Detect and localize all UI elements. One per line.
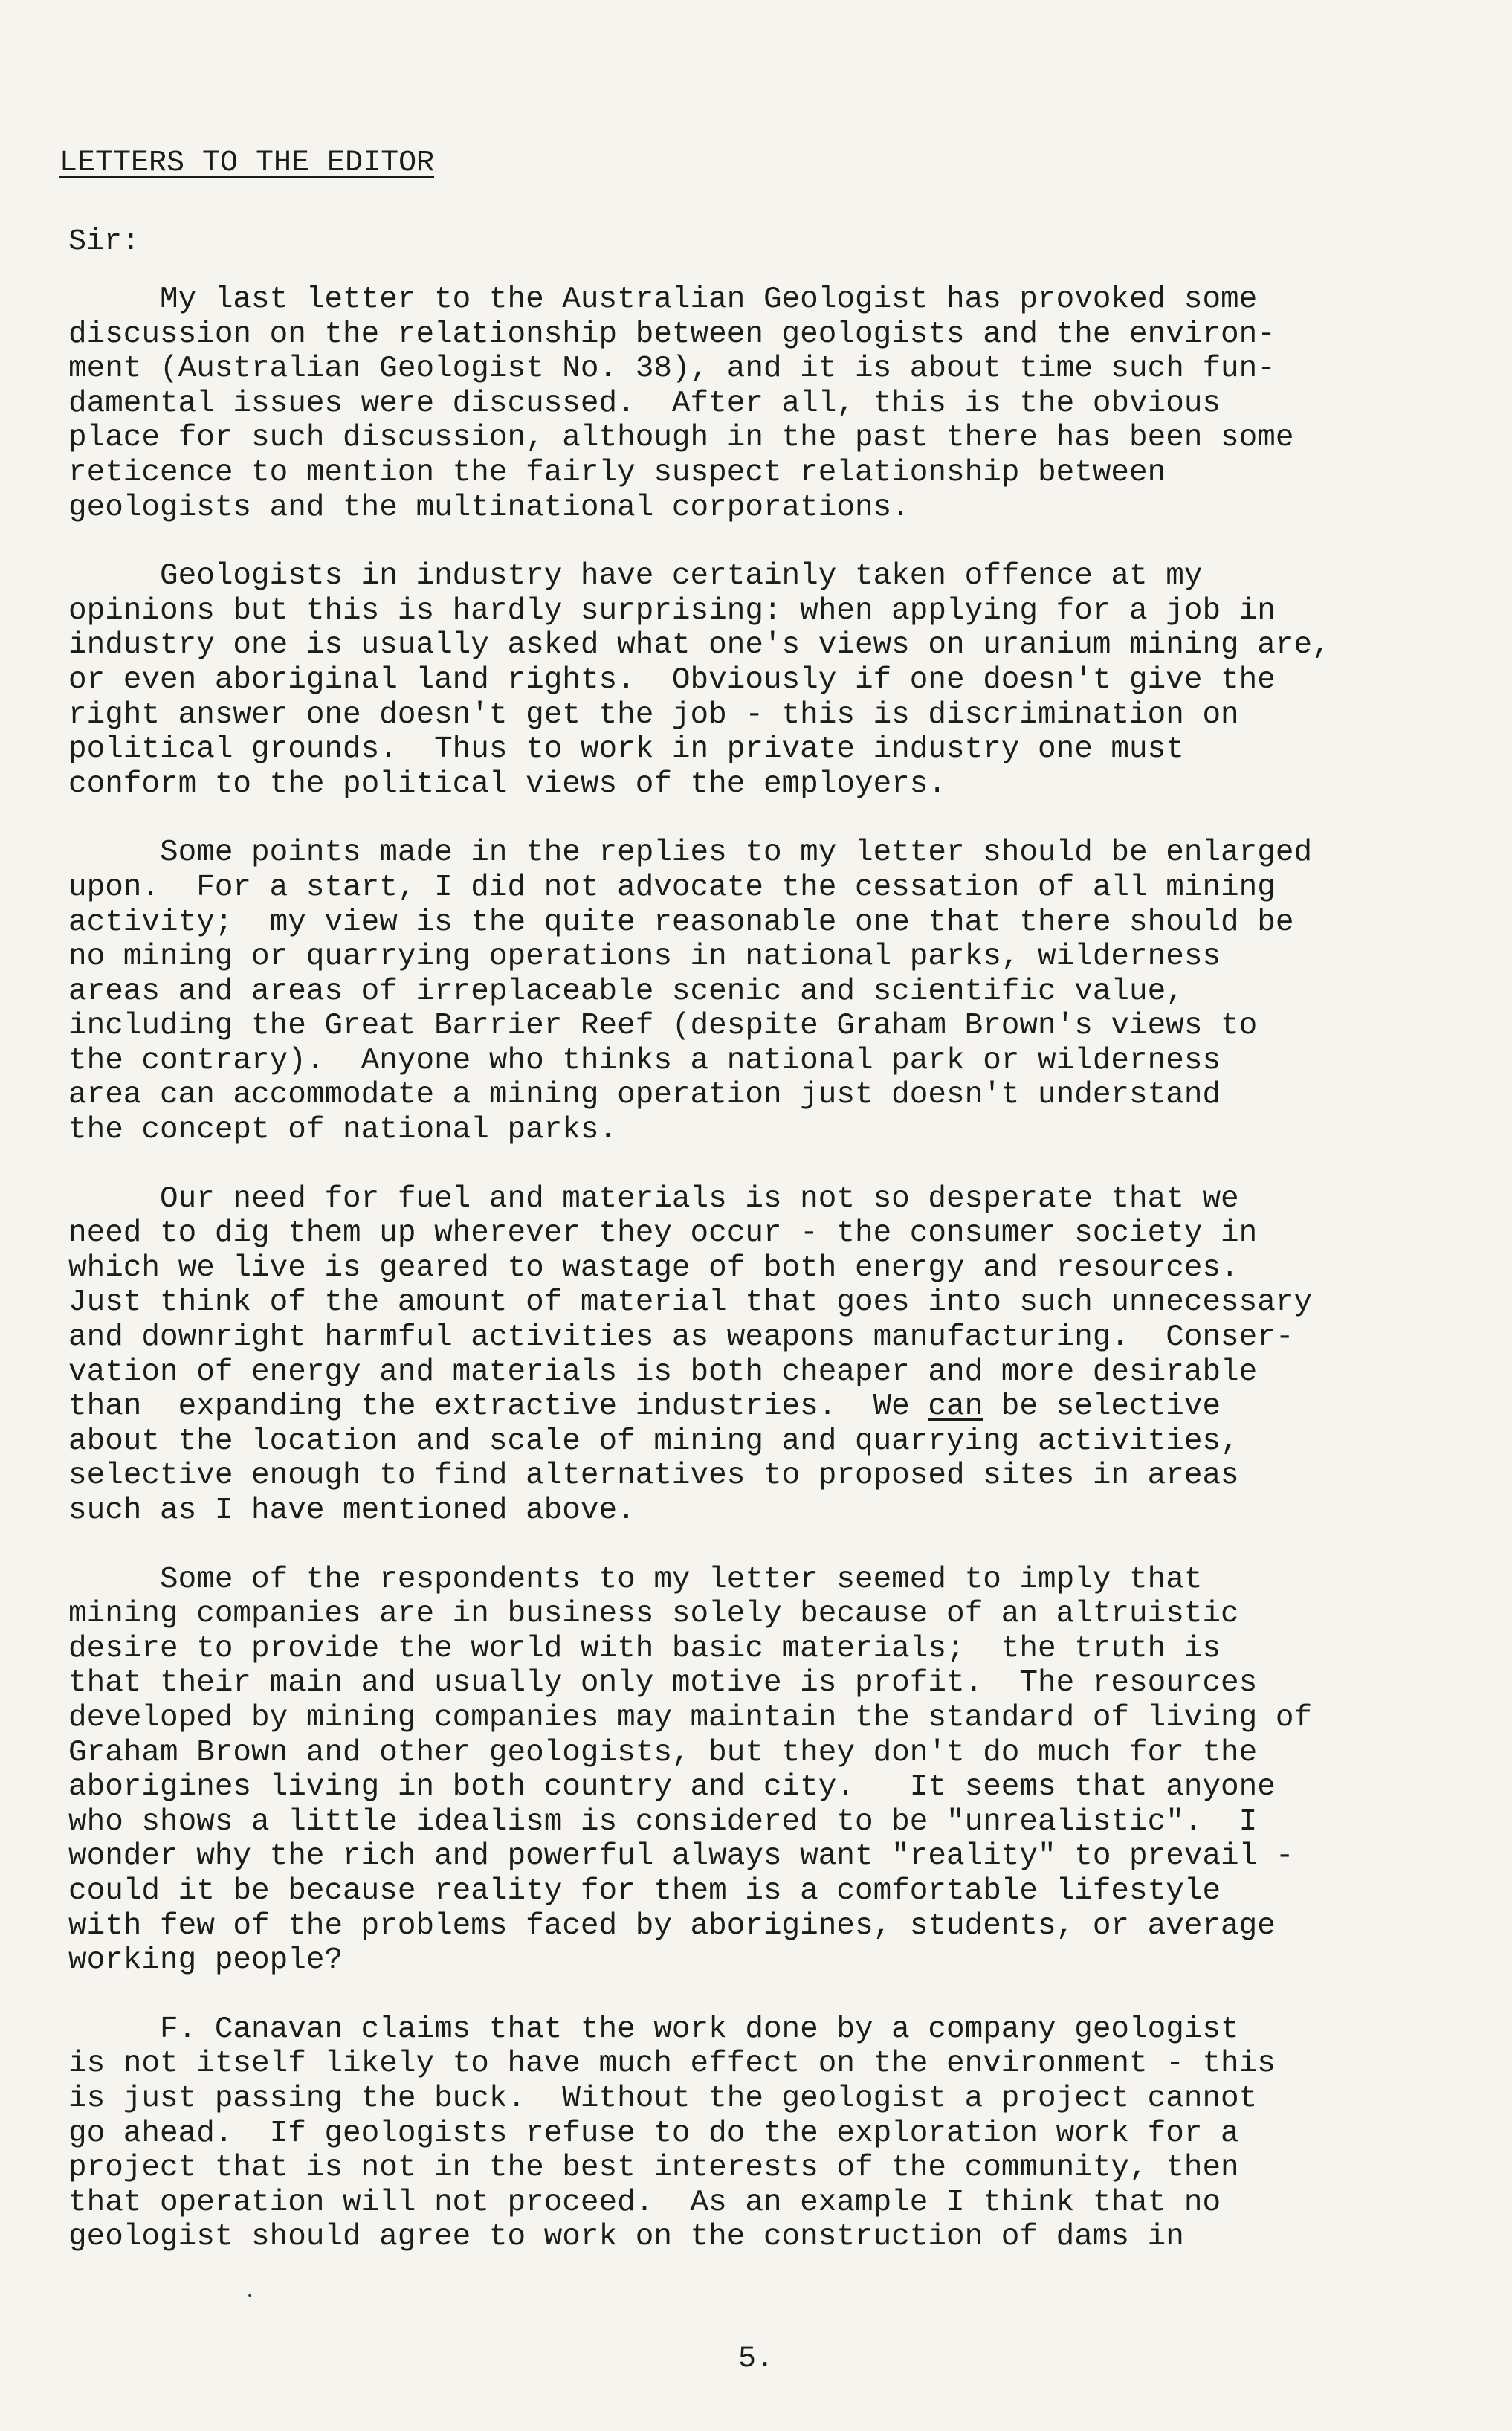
section-heading: LETTERS TO THE EDITOR [59,146,435,180]
text-line: vation of energy and materials is both cheaper and more desirable [68,1355,1258,1389]
text-line: ment (Australian Geologist No. 38), and it is about time such fun- [68,352,1276,387]
text-line-end: be selective [983,1389,1221,1424]
text-line: go ahead. If geologists refuse to do the exploration work for a [68,2116,1239,2151]
text-line: the contrary). Anyone who thinks a national park or wilderness [68,1043,1221,1078]
paragraph-4 [68,1182,1496,1528]
text-line: areas and areas of irreplaceable scenic and scientific value, [68,974,1184,1009]
text-line-with-emphasis [68,1389,1496,1424]
paragraph-2 [68,559,1496,801]
text-line: activity; my view is the quite reasonable one that there should be [68,905,1294,940]
text-line: aborigines living in both country and city. It seems that anyone [68,1770,1276,1805]
text-line: My last letter to the Australian Geologist has provoked some [68,283,1258,317]
text-line: that their main and usually only motive is profit. The resources [68,1666,1258,1701]
text-line: about the location and scale of mining and quarrying activities, [68,1424,1239,1459]
text-line: reticence to mention the fairly suspect relationship between [68,455,1166,490]
text-line: political grounds. Thus to work in private industry one must [68,732,1184,767]
text-line: Graham Brown and other geologists, but they don't do much for the [68,1735,1258,1770]
text-line: Some of the respondents to my letter seemed to imply that [68,1562,1203,1597]
text-line: Some points made in the replies to my letter should be enlarged [68,836,1313,871]
text-line: industry one is usually asked what one's views on uranium mining are, [68,628,1331,663]
text-line: conform to the political views of the employers. [68,766,946,801]
paragraph-3 [68,836,1496,1147]
text-line: geologists and the multinational corporations. [68,490,910,525]
text-line: developed by mining companies may maintain the standard of living of [68,1700,1313,1735]
text-line: place for such discussion, although in the past there has been some [68,421,1294,456]
text-line: right answer one doesn't get the job - this is discrimination on [68,697,1239,732]
text-line: working people? [68,1943,343,1978]
text-line: who shows a little idealism is considered to be "unrealistic". I [68,1804,1258,1839]
text-line: or even aboriginal land rights. Obviously if one doesn't give the [68,662,1276,697]
text-line: mining companies are in business solely because of an altruistic [68,1597,1239,1632]
text-line: is not itself likely to have much effect on the environment - this [68,2047,1276,2082]
text-line: damental issues were discussed. After all, this is the obvious [68,386,1221,421]
paragraph-1 [68,283,1496,525]
scan-speck [248,2294,251,2297]
text-line: project that is not in the best interests of the community, then [68,2151,1239,2186]
text-line: no mining or quarrying operations in national parks, wilderness [68,940,1221,975]
text-line-start: than expanding the extractive industries. We [68,1389,928,1424]
paragraph-5 [68,1563,1496,1978]
text-line: area can accommodate a mining operation just doesn't understand [68,1078,1221,1113]
text-line: including the Great Barrier Reef (despite Graham Brown's views to [68,1009,1258,1044]
text-line: wonder why the rich and powerful always want "reality" to prevail - [68,1839,1294,1874]
text-line: that operation will not proceed. As an example I think that no [68,2185,1221,2220]
text-line: and downright harmful activities as weapons manufacturing. Conser- [68,1320,1294,1355]
salutation: Sir: [68,225,140,259]
text-line: Our need for fuel and materials is not so desperate that we [68,1181,1239,1216]
text-line: discussion on the relationship between geologists and the environ- [68,317,1276,352]
text-line: with few of the problems faced by aborigines, students, or average [68,1908,1276,1943]
text-line: F. Canavan claims that the work done by a company geologist [68,2012,1239,2047]
text-line: could it be because reality for them is a comfortable lifestyle [68,1873,1221,1908]
letter-body [68,283,1496,2289]
page-number: 5. [737,2343,774,2376]
text-line: upon. For a start, I did not advocate the cessation of all mining [68,870,1276,905]
text-line: selective enough to find alternatives to proposed sites in areas [68,1459,1239,1494]
emphasized-word: can [928,1389,983,1424]
text-line: such as I have mentioned above. [68,1494,636,1528]
text-line: the concept of national parks. [68,1113,618,1148]
text-line: which we live is geared to wastage of both energy and resources. [68,1250,1239,1285]
text-line: Just think of the amount of material that goes into such unnecessary [68,1285,1313,1320]
text-line: opinions but this is hardly surprising: when applying for a job in [68,593,1276,628]
text-line: need to dig them up wherever they occur - the consumer society in [68,1216,1258,1251]
text-line: Geologists in industry have certainly taken offence at my [68,559,1203,594]
text-line: is just passing the buck. Without the geologist a project cannot [68,2081,1258,2116]
text-line: desire to provide the world with basic materials; the truth is [68,1631,1221,1666]
text-line: geologist should agree to work on the construction of dams in [68,2220,1184,2255]
paragraph-6 [68,2012,1496,2255]
